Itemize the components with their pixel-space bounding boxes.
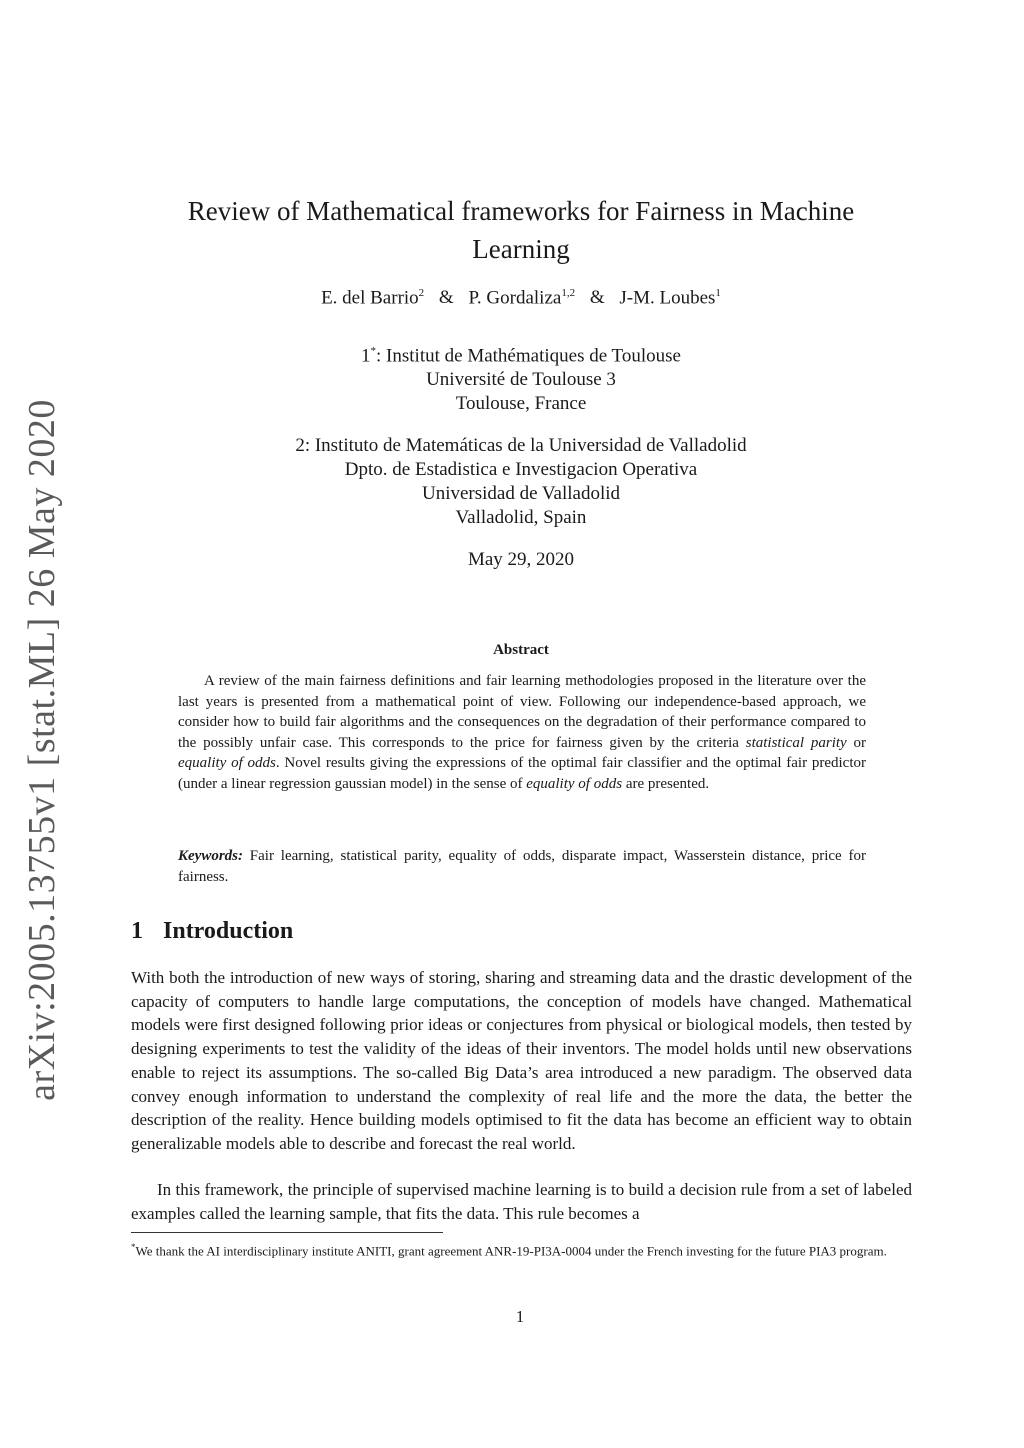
author-separator: & [438, 287, 454, 309]
paper-date: May 29, 2020 [467, 549, 575, 570]
page-number: 1 [515, 1307, 525, 1326]
arxiv-identifier-stamp: arXiv:2005.13755v1 [stat.ML] 26 May 2020 [21, 399, 63, 1101]
title-line-2: Learning [472, 234, 570, 264]
paper-title [132, 192, 910, 268]
footnote-rule [131, 1232, 443, 1233]
affiliation-1-line-1: 1*: Institut de Mathématiques de Toulouse [361, 345, 681, 367]
author-del-barrio: E. del Barrio [321, 287, 419, 309]
author-del-barrio-affil: 2 [418, 287, 425, 299]
author-loubes: J-M. Loubes [619, 287, 716, 309]
section-heading-introduction [131, 918, 293, 945]
keywords [178, 846, 866, 887]
keywords-label: Keywords: [178, 848, 243, 864]
intro-paragraph-2: In this framework, the principle of supervised machine learning is to build a decision rule from a set of labeled examples called the learning sample, that fits the data. This rule becomes a [131, 1180, 912, 1223]
keywords-text: Fair learning, statistical parity, equality of odds, disparate impact, Wasserstein distance, price for fairness. [178, 848, 866, 885]
author-list [132, 287, 910, 309]
title-line-1: Review of Mathematical frameworks for Fairness in Machine [187, 196, 855, 226]
affiliation-2-line-3: Universidad de Valladolid [421, 483, 621, 504]
intro-paragraph-1: With both the introduction of new ways of storing, sharing and streaming data and the drastic development of the capacity of computers to handle large computations, the conception of models have changed. Mathematical models were first designed following prior ideas or conjectures from physical or biological models, then tested by designing experiments to test the validity of the ideas of their inventors. The model holds until new observations enable to reject its assumptions. The so-called Big Data’s area introduced a new paradigm. The observed data convey enough information to understand the complexity of real life and the more the data, the better the description of the reality. Hence building models optimised to fit the data has become an efficient way to obtain generalizable models able to describe and forecast the real world. [131, 968, 912, 1153]
affiliation-1-line-2: Université de Toulouse 3 [426, 369, 616, 391]
footnote-marker: * [131, 1242, 136, 1252]
abstract-heading: Abstract [493, 642, 549, 658]
affiliation-2-line-2: Dpto. de Estadistica e Investigacion Operativa [344, 459, 698, 480]
author-loubes-affil: 1 [715, 287, 721, 299]
affiliation-2-line-4: Valladolid, Spain [455, 507, 587, 528]
footnote-text: We thank the AI interdisciplinary institute ANITI, grant agreement ANR-19-PI3A-0004 under the French investing for the future PIA3 program. [135, 1243, 887, 1259]
author-separator: & [589, 287, 605, 309]
section-title: Introduction [163, 918, 294, 944]
affiliation-1 [132, 339, 910, 416]
affiliation-2-line-1: 2: Instituto de Matemáticas de la Universidad de Valladolid [295, 435, 747, 456]
section-number: 1 [131, 918, 143, 944]
author-gordaliza: P. Gordaliza [468, 287, 562, 309]
abstract-body: A review of the main fairness definitions and fair learning methodologies proposed in the literature over the last years is presented from a mathematical point of view. Following our independence-based approach, we consider how to build fair algorithms and the consequences on the degradation of their performance compared to the possibly unfair case. This corresponds to the price for fairness given by the criteria statistical parity or equality of odds. Novel results giving the expressions of the optimal fair classifier and the optimal fair predictor (under a linear regression gaussian model) in the sense of equality of odds are presented. [178, 673, 867, 792]
footnote [131, 1238, 912, 1260]
affiliation-2 [132, 434, 910, 530]
author-gordaliza-affil: 1,2 [561, 287, 576, 299]
affiliation-1-line-3: Toulouse, France [455, 393, 587, 415]
